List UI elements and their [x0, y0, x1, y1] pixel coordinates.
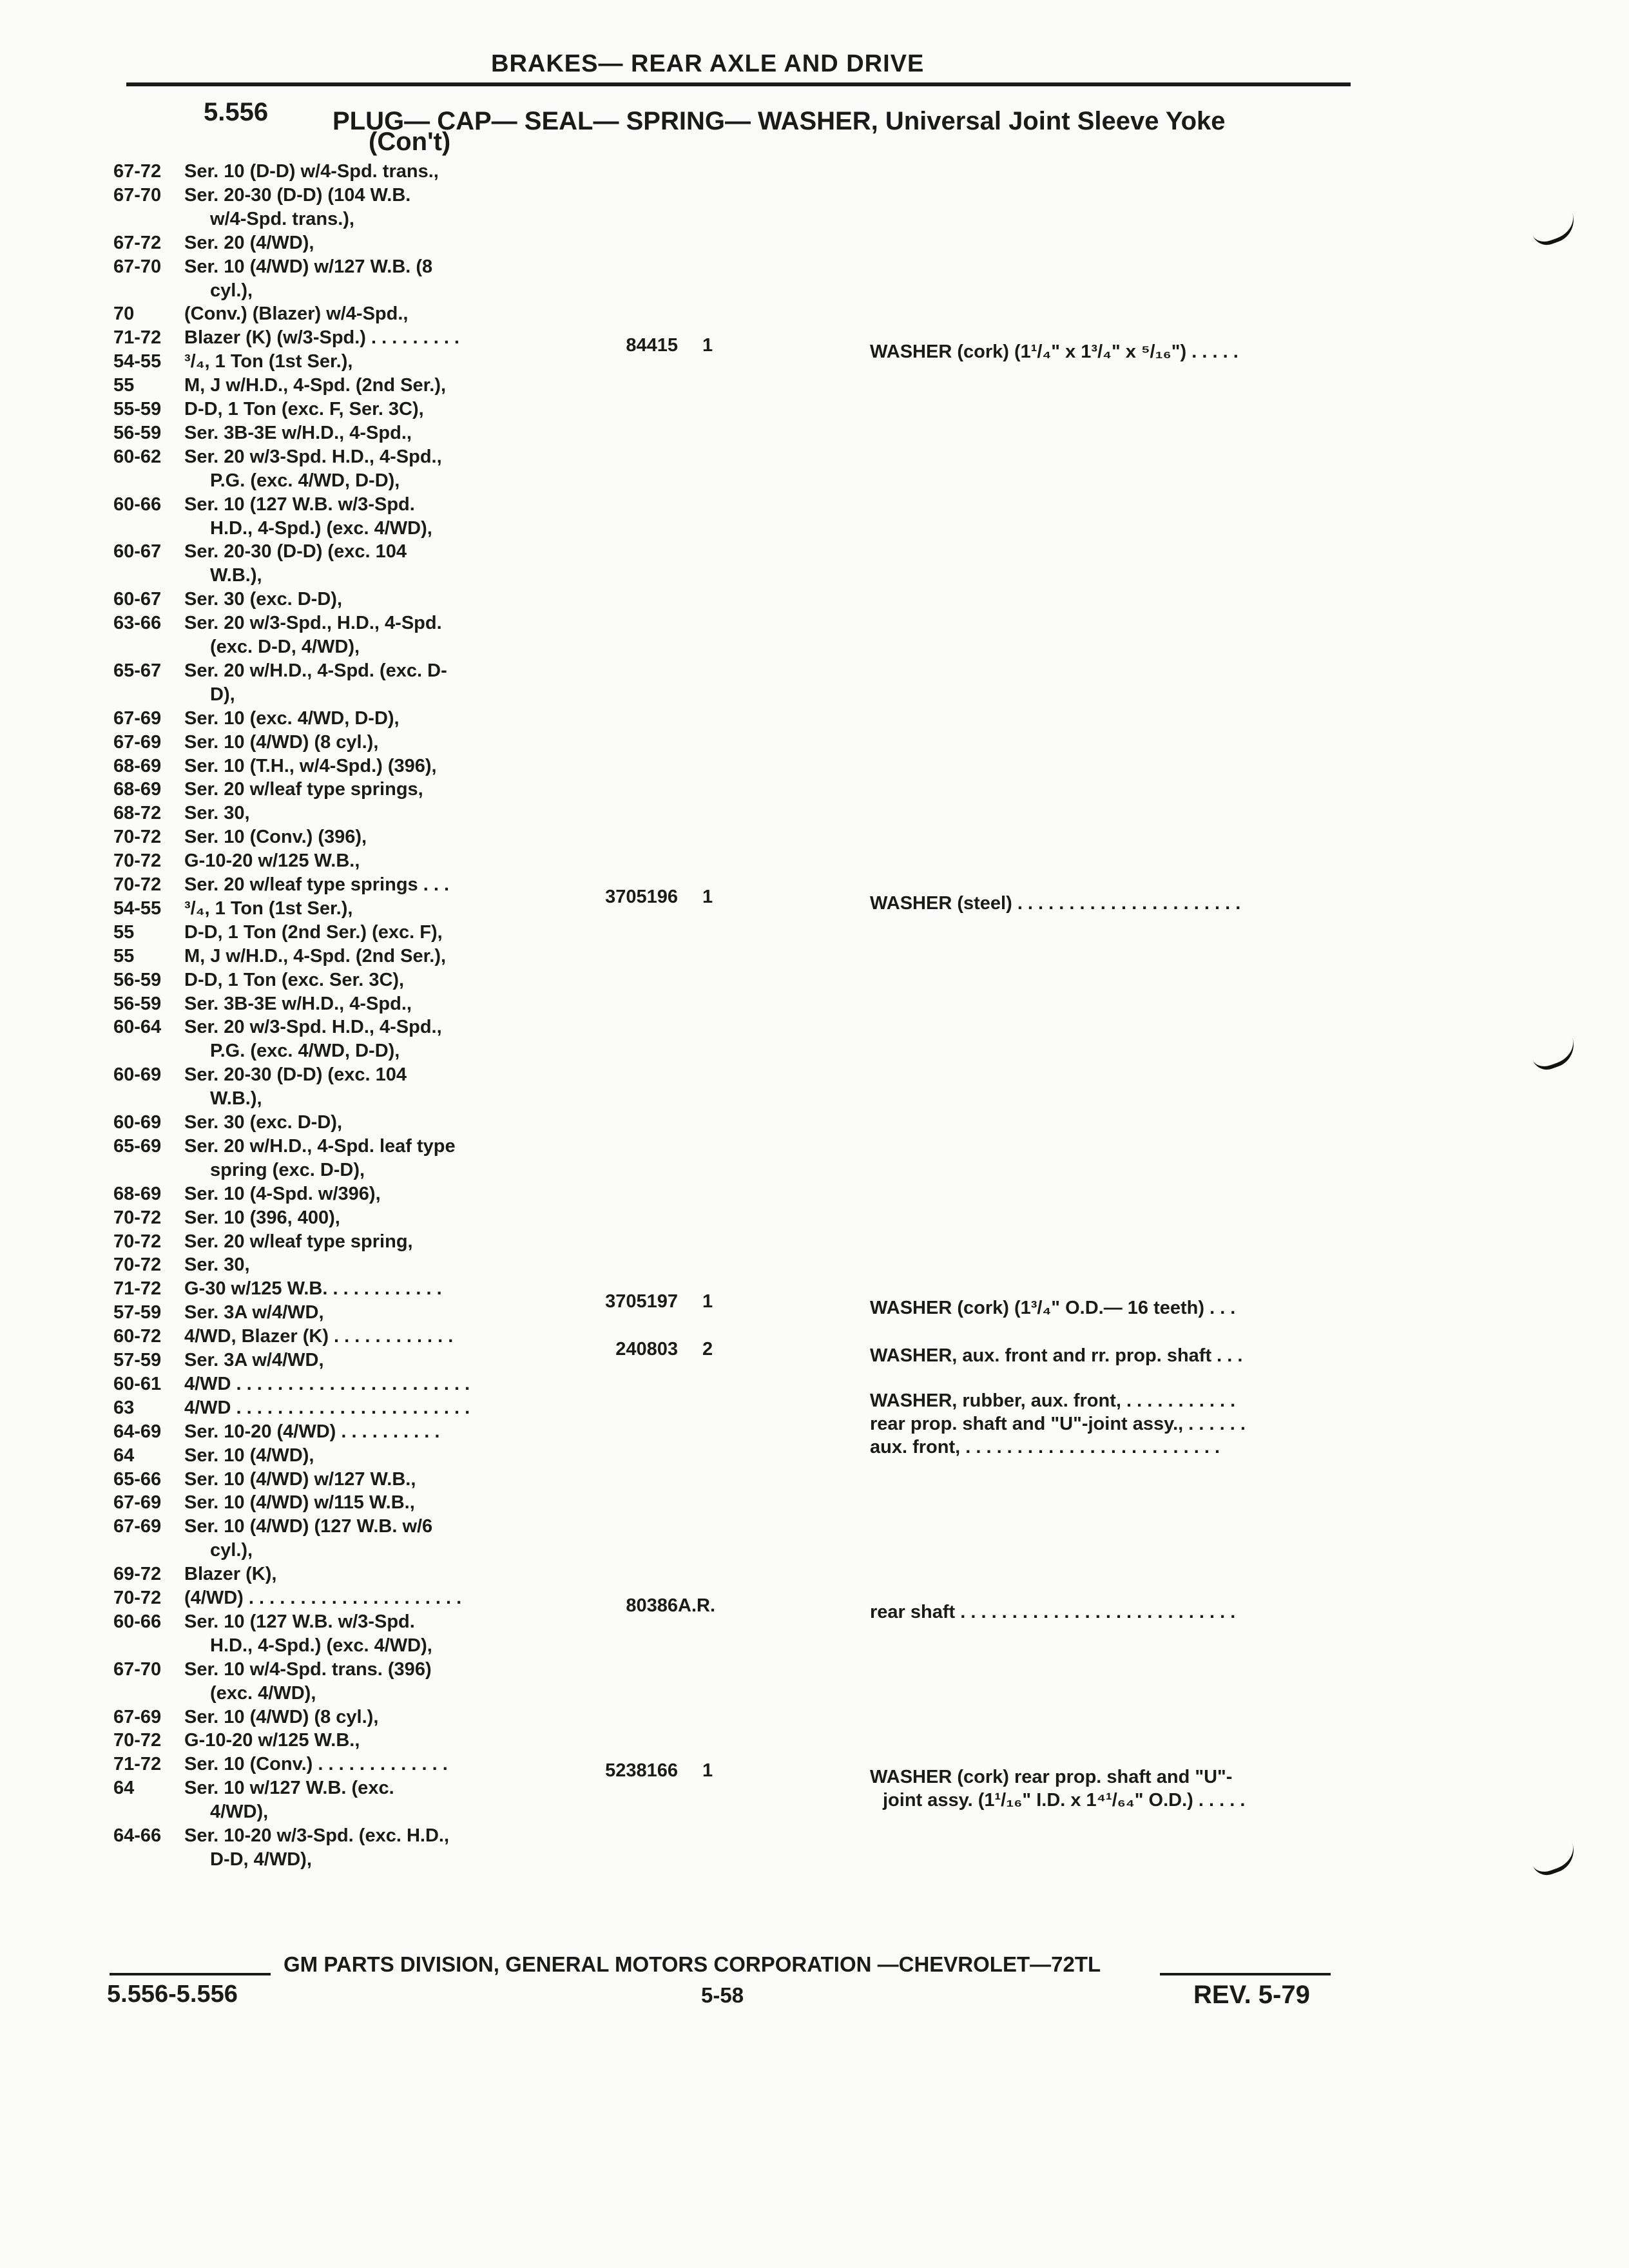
application-text: (4/WD) . . . . . . . . . . . . . . . . . . . . . [184, 1588, 462, 1608]
year-range: 67-69 [113, 1492, 162, 1514]
part-number: 3705196 [605, 887, 678, 907]
year-range: 56-59 [113, 993, 162, 1014]
application-text: 4/WD . . . . . . . . . . . . . . . . . . . . . . . [184, 1373, 470, 1394]
year-range: 68-72 [113, 803, 162, 824]
application-text: P.G. (exc. 4/WD, D-D), [210, 1041, 400, 1062]
application-text: cyl.), [210, 1540, 253, 1561]
year-range: 67-70 [113, 1658, 162, 1680]
application-text: Ser. 10 w/127 W.B. (exc. [184, 1778, 394, 1799]
part-number: 3705197 [605, 1291, 678, 1312]
year-range: 67-72 [113, 161, 162, 182]
year-range: 70-72 [113, 874, 162, 895]
year-range: 69-72 [113, 1564, 162, 1585]
footer-section-ref: 5.556-5.556 [107, 1981, 238, 2008]
application-text: D-D, 1 Ton (exc. Ser. 3C), [184, 969, 405, 990]
part-description: aux. front, . . . . . . . . . . . . . . . . . . . . . . . . . [870, 1437, 1220, 1457]
part-description: WASHER, rubber, aux. front, . . . . . . . . . . . [870, 1390, 1236, 1411]
application-text: Ser. 20 (4/WD), [184, 232, 314, 253]
year-range: 60-62 [113, 446, 162, 467]
application-text: Ser. 20-30 (D-D) (exc. 104 [184, 1064, 407, 1086]
application-text: Ser. 3B-3E w/H.D., 4-Spd., [184, 422, 412, 443]
year-range: 60-69 [113, 1112, 162, 1133]
year-range: 64 [113, 1445, 135, 1466]
part-number: 84415 [626, 335, 678, 356]
application-text: cyl.), [210, 280, 253, 301]
year-range: 70-72 [113, 827, 162, 848]
application-text: Ser. 10 (127 W.B. w/3-Spd. [184, 494, 415, 515]
application-text: w/4-Spd. trans.), [210, 208, 354, 229]
year-range: 56-59 [113, 969, 162, 990]
part-description: rear shaft . . . . . . . . . . . . . . . . . . . . . . . . . . . [870, 1602, 1236, 1622]
page-number: 5-58 [701, 1983, 744, 2007]
quantity: A.R. [678, 1595, 715, 1616]
application-text: ³/₄, 1 Ton (1st Ser.), [184, 898, 353, 919]
year-range: 70-72 [113, 1254, 162, 1276]
application-text: Ser. 10 (396, 400), [184, 1207, 340, 1228]
revision: REV. 5-79 [1193, 1981, 1310, 2009]
year-range: 63-66 [113, 613, 162, 634]
application-text: Ser. 20 w/3-Spd. H.D., 4-Spd., [184, 1017, 442, 1038]
application-text: Ser. 20 w/leaf type springs, [184, 779, 423, 800]
application-text: Ser. 20 w/leaf type springs . . . [184, 874, 449, 895]
quantity: 1 [702, 335, 713, 356]
application-text: M, J w/H.D., 4-Spd. (2nd Ser.), [184, 945, 447, 966]
year-range: 55 [113, 921, 135, 943]
year-range: 65-67 [113, 660, 162, 681]
application-text: Ser. 20 w/H.D., 4-Spd. leaf type [184, 1135, 456, 1157]
part-number: 5238166 [605, 1760, 678, 1781]
application-text: W.B.), [210, 1088, 262, 1110]
year-range: 60-67 [113, 541, 162, 562]
quantity: 1 [702, 1760, 713, 1781]
application-text: H.D., 4-Spd.) (exc. 4/WD), [210, 517, 432, 539]
application-text: P.G. (exc. 4/WD, D-D), [210, 470, 400, 491]
application-text: Blazer (K), [184, 1564, 277, 1585]
year-range: 70 [113, 303, 135, 325]
application-text: Ser. 3A w/4/WD, [184, 1302, 324, 1323]
application-text: Ser. 20-30 (D-D) (exc. 104 [184, 541, 407, 562]
year-range: 71-72 [113, 1754, 162, 1775]
year-range: 67-72 [113, 232, 162, 253]
year-range: 68-69 [113, 1183, 162, 1204]
part-description: WASHER (cork) (1¹/₄" x 1³/₄" x ⁵/₁₆") . . . . . [870, 341, 1239, 362]
application-text: Ser. 10 (127 W.B. w/3-Spd. [184, 1611, 415, 1632]
application-text: Ser. 10 (Conv.) (396), [184, 827, 367, 848]
application-text: Ser. 10 (4/WD) w/115 W.B., [184, 1492, 415, 1514]
year-range: 67-69 [113, 707, 162, 729]
application-text: (exc. D-D, 4/WD), [210, 637, 360, 657]
application-text: Ser. 10 (D-D) w/4-Spd. trans., [184, 161, 439, 182]
application-text: Ser. 30, [184, 1254, 250, 1276]
year-range: 64-66 [113, 1825, 162, 1846]
application-text: Ser. 20 w/3-Spd. H.D., 4-Spd., [184, 446, 442, 467]
section-number: 5.556 [204, 98, 269, 126]
footer-rule-left [110, 1973, 271, 1975]
part-description: rear prop. shaft and "U"-joint assy., . . . . . . [870, 1414, 1246, 1434]
year-range: 54-55 [113, 351, 162, 372]
application-text: Ser. 30 (exc. D-D), [184, 589, 342, 610]
part-description: WASHER, aux. front and rr. prop. shaft . . . [870, 1345, 1243, 1366]
application-text: Ser. 30, [184, 803, 250, 824]
year-range: 55 [113, 945, 135, 966]
year-range: 55 [113, 375, 135, 396]
footer-rule-right [1160, 1973, 1331, 1975]
part-description: joint assy. (1¹/₁₆" I.D. x 1⁴¹/₆₄" O.D.) . . . . . [883, 1790, 1246, 1811]
year-range: 60-61 [113, 1373, 162, 1394]
year-range: 57-59 [113, 1350, 162, 1370]
application-text: G-10-20 w/125 W.B., [184, 1730, 360, 1751]
year-range: 54-55 [113, 898, 162, 919]
application-text: G-30 w/125 W.B. . . . . . . . . . . . [184, 1278, 442, 1300]
application-text: D-D, 1 Ton (exc. F, Ser. 3C), [184, 399, 424, 419]
part-number: 80386 [626, 1595, 678, 1616]
application-text: spring (exc. D-D), [210, 1159, 365, 1180]
application-text: Ser. 20 w/3-Spd., H.D., 4-Spd. [184, 613, 442, 634]
application-text: Ser. 10 (4-Spd. w/396), [184, 1183, 381, 1204]
year-range: 60-69 [113, 1064, 162, 1086]
year-range: 64 [113, 1778, 135, 1799]
year-range: 70-72 [113, 1207, 162, 1228]
application-text: W.B.), [210, 565, 262, 586]
application-text: Ser. 20 w/H.D., 4-Spd. (exc. D- [184, 660, 447, 681]
application-text: Ser. 10 (4/WD) w/127 W.B., [184, 1468, 416, 1490]
application-text: G-10-20 w/125 W.B., [184, 850, 360, 872]
application-text: Ser. 10 (4/WD), [184, 1445, 314, 1466]
year-range: 71-72 [113, 327, 162, 349]
application-text: Ser. 30 (exc. D-D), [184, 1112, 342, 1133]
application-text: Ser. 10 (exc. 4/WD, D-D), [184, 707, 400, 729]
year-range: 56-59 [113, 422, 162, 443]
year-range: 71-72 [113, 1278, 162, 1300]
application-text: M, J w/H.D., 4-Spd. (2nd Ser.), [184, 375, 447, 396]
part-number: 240803 [615, 1339, 678, 1360]
quantity: 2 [702, 1339, 713, 1360]
year-range: 60-66 [113, 1611, 162, 1632]
year-range: 60-72 [113, 1326, 162, 1347]
application-text: (exc. 4/WD), [210, 1682, 316, 1704]
application-text: D), [210, 684, 235, 705]
year-range: 70-72 [113, 1231, 162, 1252]
application-text: 4/WD . . . . . . . . . . . . . . . . . . . . . . . [184, 1397, 470, 1418]
application-text: Ser. 3A w/4/WD, [184, 1350, 324, 1370]
year-range: 67-70 [113, 184, 162, 206]
section-title: PLUG— CAP— SEAL— SPRING— WASHER, Universal Joint Sleeve Yoke [333, 107, 1226, 135]
application-text: Ser. 10-20 (4/WD) . . . . . . . . . . [184, 1421, 440, 1442]
year-range: 57-59 [113, 1302, 162, 1323]
application-text: D-D, 4/WD), [210, 1849, 312, 1870]
application-text: Ser. 10 (4/WD) w/127 W.B. (8 [184, 256, 433, 277]
year-range: 68-69 [113, 755, 162, 776]
year-range: 55-59 [113, 399, 162, 419]
year-range: 64-69 [113, 1421, 162, 1442]
year-range: 70-72 [113, 1588, 162, 1608]
part-description: WASHER (steel) . . . . . . . . . . . . . . . . . . . . . . [870, 893, 1241, 914]
year-range: 70-72 [113, 1730, 162, 1751]
year-range: 63 [113, 1397, 135, 1418]
quantity: 1 [702, 1291, 713, 1312]
year-range: 70-72 [113, 850, 162, 872]
application-text: Ser. 3B-3E w/H.D., 4-Spd., [184, 993, 412, 1014]
application-text: Ser. 10 (T.H., w/4-Spd.) (396), [184, 755, 437, 776]
year-range: 60-66 [113, 494, 162, 515]
application-text: Ser. 10-20 w/3-Spd. (exc. H.D., [184, 1825, 449, 1846]
year-range: 60-67 [113, 589, 162, 610]
application-text: 4/WD), [210, 1802, 269, 1823]
application-text: Ser. 10 (4/WD) (127 W.B. w/6 [184, 1516, 433, 1537]
application-text: 4/WD, Blazer (K) . . . . . . . . . . . . [184, 1326, 454, 1347]
application-text: D-D, 1 Ton (2nd Ser.) (exc. F), [184, 921, 443, 943]
year-range: 67-69 [113, 1706, 162, 1727]
application-text: H.D., 4-Spd.) (exc. 4/WD), [210, 1635, 432, 1656]
application-text: Ser. 10 (4/WD) (8 cyl.), [184, 1706, 379, 1727]
application-text: Ser. 10 (4/WD) (8 cyl.), [184, 731, 379, 753]
application-text: (Conv.) (Blazer) w/4-Spd., [184, 303, 409, 325]
year-range: 65-69 [113, 1135, 162, 1157]
part-description: WASHER (cork) (1³/₄" O.D.— 16 teeth) . . . [870, 1298, 1236, 1318]
page-header-title: BRAKES— REAR AXLE AND DRIVE [491, 50, 925, 77]
year-range: 67-69 [113, 1516, 162, 1537]
application-text: Ser. 20-30 (D-D) (104 W.B. [184, 184, 411, 206]
year-range: 67-70 [113, 256, 162, 277]
part-description: WASHER (cork) rear prop. shaft and "U"- [870, 1767, 1233, 1787]
year-range: 60-64 [113, 1017, 162, 1038]
year-range: 67-69 [113, 731, 162, 753]
application-text: ³/₄, 1 Ton (1st Ser.), [184, 351, 353, 372]
quantity: 1 [702, 887, 713, 907]
year-range: 68-69 [113, 779, 162, 800]
section-title-continued: (Con't) [369, 128, 451, 156]
year-range: 65-66 [113, 1468, 162, 1490]
application-text: Ser. 10 (Conv.) . . . . . . . . . . . . . [184, 1754, 448, 1775]
application-text: Ser. 20 w/leaf type spring, [184, 1231, 413, 1252]
application-text: Blazer (K) (w/3-Spd.) . . . . . . . . . [184, 327, 459, 349]
application-text: Ser. 10 w/4-Spd. trans. (396) [184, 1658, 432, 1680]
footer-text: GM PARTS DIVISION, GENERAL MOTORS CORPORATION —CHEVROLET—72TL [284, 1952, 1101, 1976]
